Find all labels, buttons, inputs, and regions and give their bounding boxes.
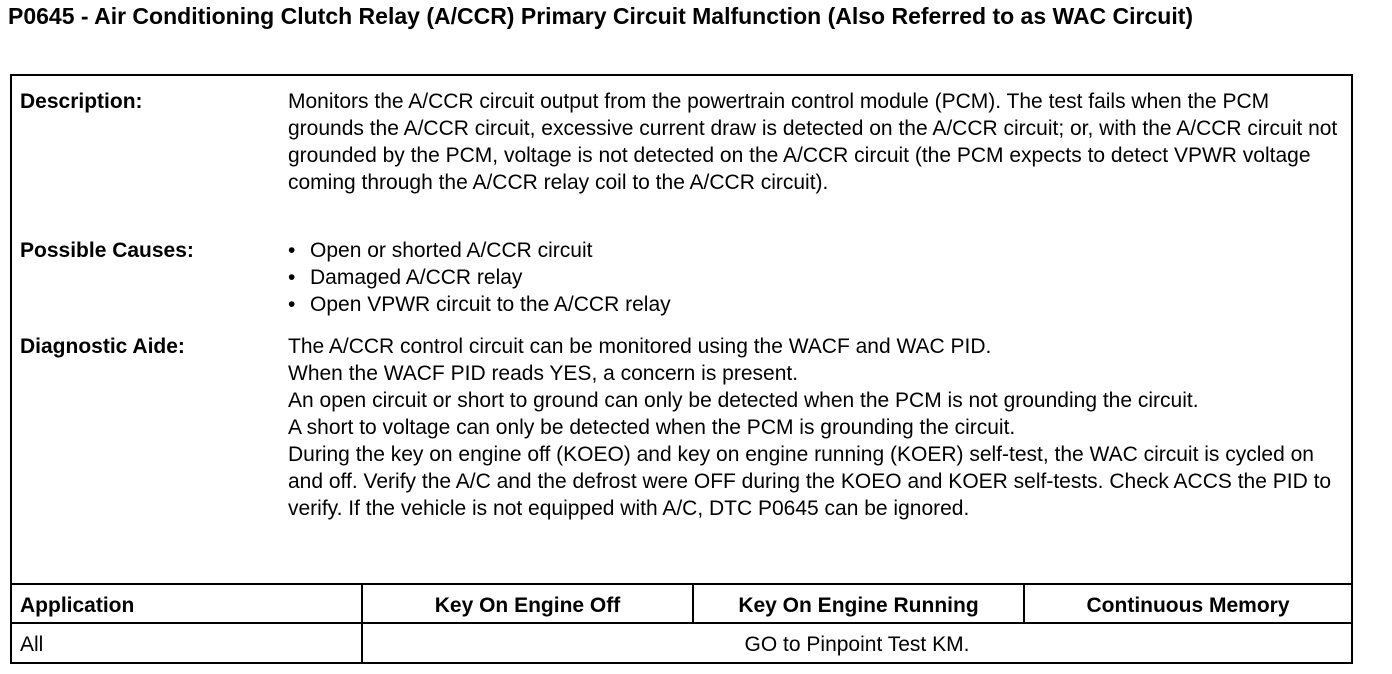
diagnostic-paragraph: During the key on engine off (KOEO) and key on engine running (KOER) self-test, the WAC circuit is cycled on and off. Verify the A/C and the defrost were OFF during the KOEO and KOER self-tests. Check ACCS the PID to verify. If the vehicle is not equipped with A/C, DTC P0645 can be ignored. [288,443,1332,520]
diagnostic-paragraph: The A/CCR control circuit can be monitored using the WACF and WAC PID. [288,335,992,358]
description-label: Description: [20,90,143,113]
diagnostic-paragraph: A short to voltage can only be detected when the PCM is grounding the circuit. [288,416,1016,439]
diagnostic-paragraph: An open circuit or short to ground can only be detected when the PCM is not grounding the circuit. [288,389,1199,412]
table-row-application: All [20,633,44,656]
diagnostic-paragraph: When the WACF PID reads YES, a concern is present. [288,362,799,385]
cause-text: Open or shorted A/CCR circuit [310,239,593,262]
header-key-on-engine-running: Key On Engine Running [738,594,979,617]
table-row-action: GO to Pinpoint Test KM. [744,633,970,656]
description-row [12,88,1351,238]
cause-text: Damaged A/CCR relay [310,266,523,289]
cause-text: Open VPWR circuit to the A/CCR relay [310,293,671,316]
table-divider-middle [12,622,1351,624]
description-text: Monitors the A/CCR circuit output from the powertrain control module (PCM). The test fails when the PCM grounds the A/CCR circuit, excessive current draw is detected on the A/CCR circuit; or, with the A/CCR circuit not grounded by the PCM, voltage is not detected on the A/CCR circuit (the PCM expects to detect VPWR voltage coming through the A/CCR relay coil to the A/CCR circuit). [288,90,1338,194]
diagnostic-aide-row [12,333,1351,583]
bullet-icon: • [288,293,296,316]
page-title: P0645 - Air Conditioning Clutch Relay (A/CCR) Primary Circuit Malfunction (Also Referred to as WAC Circuit) [8,3,1194,29]
possible-causes-row [12,237,1351,321]
list-item [288,291,1341,318]
diagnostic-aide-label: Diagnostic Aide: [20,335,185,358]
header-continuous-memory: Continuous Memory [1086,594,1290,617]
possible-causes-label: Possible Causes: [20,239,194,262]
diagnostic-aide-text [288,333,1341,522]
list-item [288,264,1341,291]
dtc-info-table [10,74,1353,664]
bullet-icon: • [288,266,296,289]
list-item [288,237,1341,264]
possible-causes-list-wrap [288,237,1341,318]
header-key-on-engine-off: Key On Engine Off [434,594,621,617]
table-divider-top [12,583,1351,585]
bullet-icon: • [288,239,296,262]
header-application: Application [20,594,135,617]
possible-causes-list [288,237,1341,318]
